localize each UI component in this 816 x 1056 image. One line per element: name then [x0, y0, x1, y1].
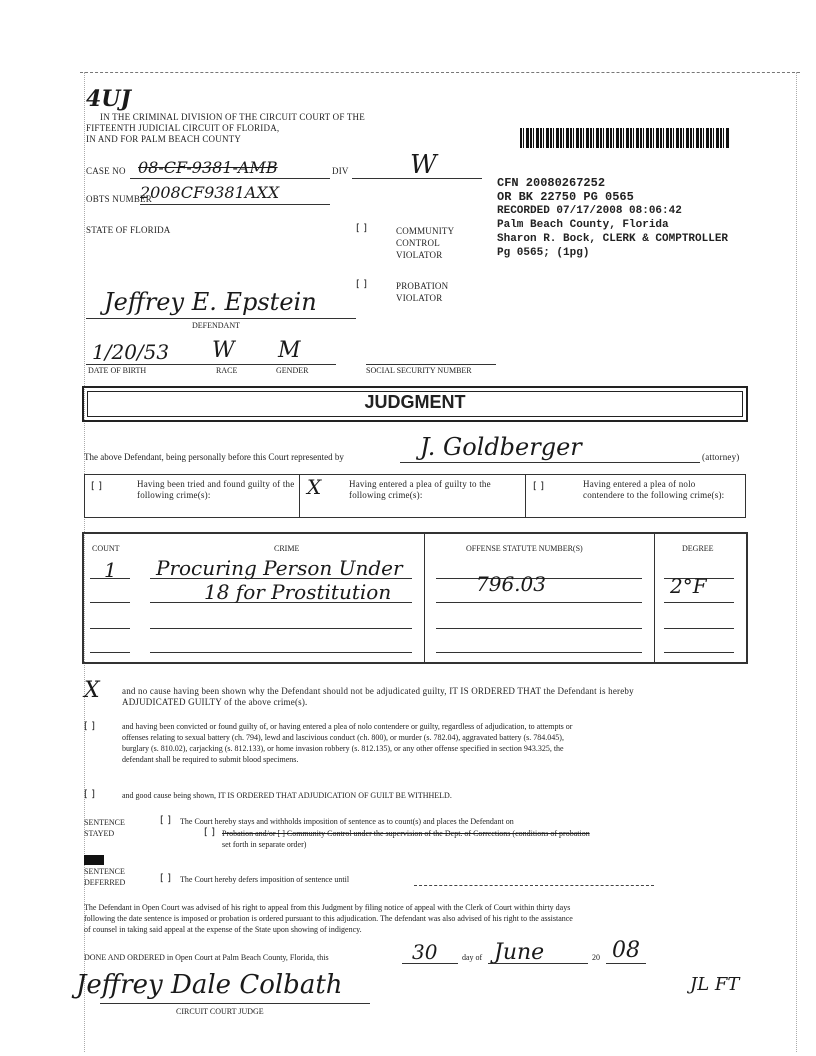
- blood-specimen-text-2: offenses relating to sexual battery (ch. 794), lewd and lascivious conduct (ch. 800), or murder (s. 782.04), aggravated battery (s. 784.045),: [122, 733, 564, 742]
- redaction-block: [84, 855, 104, 865]
- recording-county: Palm Beach County, Florida: [497, 219, 669, 231]
- plea-options-box: [ ] Having been tried and found guilty of the following crime(s): X Having entered a plea of guilty to the following crime(s): [ ] Having entered a plea of nolo contendere to the following crime(s):: [84, 474, 746, 518]
- crimes-table: [82, 532, 748, 664]
- ssn-line: [366, 364, 496, 365]
- adjudicated-text-2: ADJUDICATED GUILTY of the above crime(s).: [122, 697, 308, 707]
- sentence-stayed-text-1: The Court hereby stays and withholds imposition of sentence as to count(s) and places the Defendant on: [180, 817, 514, 826]
- attorney-label: (attorney): [702, 452, 740, 462]
- recording-cfn: CFN 20080267252: [497, 176, 606, 190]
- case-no-line: [130, 178, 330, 179]
- judge-signature: Jeffrey Dale Colbath: [76, 970, 343, 1000]
- represented-text: The above Defendant, being personally before this Court represented by: [84, 452, 344, 462]
- judge-signature-line: [100, 1003, 370, 1004]
- appeal-text-1: The Defendant in Open Court was advised of his right to appeal from this Judgment by filing notice of appeal with the Clerk of Court within thirty days: [84, 903, 571, 912]
- defendant-label: DEFENDANT: [192, 321, 240, 330]
- state-of-florida: STATE OF FLORIDA: [86, 225, 171, 235]
- court-line-1: IN THE CRIMINAL DIVISION OF THE CIRCUIT COURT OF THE: [100, 112, 365, 122]
- case-no-label: CASE NO: [86, 166, 126, 176]
- race-value: W: [212, 338, 235, 363]
- barcode: [520, 128, 730, 148]
- table-row-degree: 2°F: [670, 574, 707, 598]
- blood-specimen-text-3: burglary (s. 810.02), carjacking (s. 812.133), or home invasion robbery (s. 812.135), or any other offense specified in section 943.325, the: [122, 744, 564, 753]
- day-of-text: day of: [462, 953, 483, 962]
- court-line-2: FIFTEENTH JUDICIAL CIRCUIT OF FLORIDA,: [86, 123, 280, 133]
- dob-label: DATE OF BIRTH: [88, 366, 147, 375]
- probation-label: PROBATION VIOLATOR: [396, 281, 449, 303]
- court-line-3: IN AND FOR PALM BEACH COUNTY: [86, 134, 242, 144]
- month-value: June: [494, 940, 545, 965]
- judge-label: CIRCUIT COURT JUDGE: [176, 1007, 264, 1016]
- adjudicated-check: X: [84, 678, 100, 703]
- day-value: 30: [412, 940, 438, 964]
- blood-specimen-text-1: and having been convicted or found guilty of, or having entered a plea of nolo contendere or guilty, regardless of adjudication, to attempts or: [122, 722, 573, 731]
- page-edge-top: [80, 72, 800, 73]
- dob-line: [86, 364, 336, 365]
- judgment-title: JUDGMENT: [364, 392, 466, 412]
- option-tried-guilty: Having been tried and found guilty of the following crime(s):: [137, 479, 295, 500]
- option-nolo: Having entered a plea of nolo contendere to the following crime(s):: [583, 479, 725, 500]
- div-label: DIV: [332, 166, 349, 176]
- recording-clerk: Sharon R. Bock, CLERK & COMPTROLLER: [497, 233, 729, 245]
- appeal-text-2: following the date sentence is imposed or probation is ordered pursuant to this adjudication. The defendant was also advised of his right to the assistance: [84, 914, 573, 923]
- table-row-crime: Procuring Person Under: [156, 556, 403, 580]
- community-control-checkbox: [ ]: [356, 223, 367, 234]
- col-crime: CRIME: [274, 544, 300, 553]
- recording-date: RECORDED 07/17/2008 08:06:42: [497, 205, 682, 217]
- option-guilty-check: X: [307, 475, 322, 499]
- ssn-label: SOCIAL SECURITY NUMBER: [366, 366, 472, 375]
- gender-value: M: [278, 338, 301, 363]
- sentence-stayed-label: SENTENCE STAYED: [84, 818, 125, 838]
- option-plea-guilty: Having entered a plea of guilty to the following crime(s):: [349, 479, 491, 500]
- attorney-name: J. Goldberger: [420, 433, 582, 461]
- case-no-value: 08-CF-9381-AMB: [138, 158, 278, 177]
- community-control-label: COMMUNITY CONTROL VIOLATOR: [396, 226, 454, 260]
- recording-book: OR BK 22750 PG 0565: [497, 190, 634, 204]
- sentence-deferred-label: SENTENCE DEFERRED: [84, 867, 126, 887]
- gender-label: GENDER: [276, 366, 309, 375]
- sentence-stayed-text-2: Probation and/or [ ] Community Control under the supervision of the Dept. of Corrections (conditions of probation: [222, 829, 590, 838]
- div-value: W: [410, 150, 437, 180]
- stamp-mark: 4UJ: [86, 86, 131, 112]
- withheld-text: and good cause being shown, IT IS ORDERED THAT ADJUDICATION OF GUILT BE WITHHELD.: [122, 791, 452, 800]
- col-count: COUNT: [92, 544, 120, 553]
- blood-specimen-text-4: defendant shall be required to submit blood specimens.: [122, 755, 299, 764]
- race-label: RACE: [216, 366, 238, 375]
- table-row-count: 1: [104, 558, 117, 582]
- withheld-checkbox: [ ]: [84, 789, 95, 800]
- sentence-stayed-text-3: set forth in separate order): [222, 840, 307, 849]
- judgment-banner: [82, 386, 748, 422]
- year-value: 08: [612, 938, 640, 963]
- dob-value: 1/20/53: [92, 340, 170, 364]
- defendant-line: [86, 318, 356, 319]
- table-row-crime-cont: 18 for Prostitution: [204, 580, 392, 604]
- defendant-name: Jeffrey E. Epstein: [104, 288, 317, 316]
- obts-line: [140, 204, 330, 205]
- sentence-deferred-text: The Court hereby defers imposition of sentence until: [180, 875, 350, 884]
- appeal-text-3: of counsel in taking said appeal at the expense of the State upon showing of indigency.: [84, 925, 362, 934]
- recording-pages: Pg 0565; (1pg): [497, 247, 590, 259]
- probation-checkbox: [ ]: [356, 279, 367, 290]
- blood-specimen-checkbox: [ ]: [84, 721, 95, 732]
- done-ordered-text: DONE AND ORDERED in Open Court at Palm Beach County, Florida, this: [84, 953, 329, 962]
- initials: JL FT: [690, 974, 740, 995]
- obts-label: OBTS NUMBER: [86, 194, 152, 204]
- year-prefix: 20: [592, 953, 600, 962]
- adjudicated-text: and no cause having been shown why the Defendant should not be adjudicated guilty, IT IS ORDERED THAT the Defendant is hereby: [122, 686, 634, 696]
- page-edge-right: [796, 72, 797, 1052]
- attorney-line: [400, 462, 700, 463]
- table-row-statute: 796.03: [476, 572, 546, 596]
- div-line: [352, 178, 482, 179]
- col-degree: DEGREE: [682, 544, 714, 553]
- col-statute: OFFENSE STATUTE NUMBER(S): [466, 544, 583, 553]
- deferred-line: [414, 885, 654, 886]
- obts-value: 2008CF9381AXX: [140, 183, 280, 202]
